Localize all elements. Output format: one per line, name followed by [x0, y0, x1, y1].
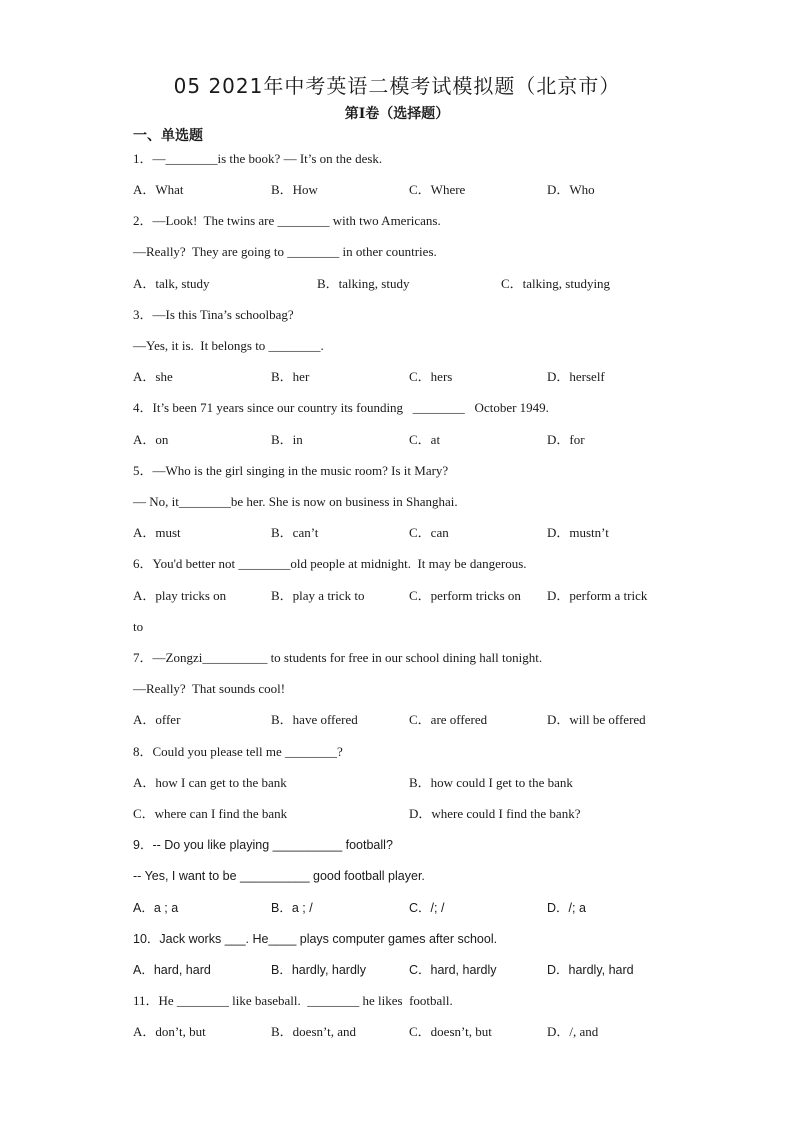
question-4: 4．It’s been 71 years since our country its founding ________ October 1949.: [133, 400, 549, 415]
q5-option-a[interactable]: A．must: [133, 525, 181, 540]
q4-option-a[interactable]: A．on: [133, 432, 169, 447]
question-6: 6．You'd better not ________old people at midnight. It may be dangerous.: [133, 556, 527, 571]
q7-option-b[interactable]: B．have offered: [271, 712, 358, 727]
q1-option-c[interactable]: C．Where: [409, 182, 466, 197]
q2-option-a[interactable]: A．talk, study: [133, 276, 210, 291]
q6-option-b[interactable]: B．play a trick to: [271, 588, 365, 603]
q2-option-b[interactable]: B．talking, study: [317, 276, 410, 291]
question-5-options: [133, 525, 673, 541]
q9-option-c[interactable]: C．/; /: [409, 901, 445, 915]
question-2-line-2: —Really? They are going to ________ in other countries.: [133, 244, 437, 259]
question-4-options: [133, 432, 673, 448]
q4-option-c[interactable]: C．at: [409, 432, 441, 447]
question-8-options-row-2: [133, 806, 673, 822]
q10-option-b[interactable]: B．hardly, hardly: [271, 963, 366, 977]
q4-option-b[interactable]: B．in: [271, 432, 303, 447]
q6-option-d[interactable]: D．perform a trick: [547, 588, 648, 603]
q8-option-c[interactable]: C．where can I find the bank: [133, 806, 288, 821]
question-7-line-1: 7．—Zongzi__________ to students for free in our school dining hall tonight.: [133, 650, 543, 665]
q11-option-c[interactable]: C．doesn’t, but: [409, 1024, 492, 1039]
q5-option-b[interactable]: B．can’t: [271, 525, 319, 540]
q3-option-b[interactable]: B．her: [271, 369, 310, 384]
q3-option-d[interactable]: D．herself: [547, 369, 605, 384]
q8-option-d[interactable]: D．where could I find the bank?: [409, 806, 581, 821]
q3-option-c[interactable]: C．hers: [409, 369, 453, 384]
q7-option-a[interactable]: A．offer: [133, 712, 181, 727]
question-3-line-1: 3．—Is this Tina’s schoolbag?: [133, 307, 294, 322]
question-5-line-2: — No, it________be her. She is now on business in Shanghai.: [133, 494, 458, 509]
question-7-line-2: —Really? That sounds cool!: [133, 681, 286, 696]
q5-option-d[interactable]: D．mustn’t: [547, 525, 609, 540]
question-8-options-row-1: [133, 775, 673, 791]
question-9-options: [133, 900, 673, 916]
q1-option-a[interactable]: A．What: [133, 182, 184, 197]
part-subtitle: 第I卷（选择题）: [344, 106, 450, 122]
q3-option-a[interactable]: A．she: [133, 369, 173, 384]
question-10: 10．Jack works ___. He____ plays computer games after school.: [133, 932, 498, 946]
q8-option-a[interactable]: A．how I can get to the bank: [133, 775, 287, 790]
question-2-line-1: 2．—Look! The twins are ________ with two Americans.: [133, 213, 441, 228]
q7-option-c[interactable]: C．are offered: [409, 712, 488, 727]
question-11-options: [133, 1024, 673, 1040]
q4-option-d[interactable]: D．for: [547, 432, 585, 447]
q6-option-a[interactable]: A．play tricks on: [133, 588, 227, 603]
q11-option-d[interactable]: D．/, and: [547, 1024, 599, 1039]
q7-option-d[interactable]: D．will be offered: [547, 712, 646, 727]
question-1-options: [133, 182, 673, 198]
q11-option-b[interactable]: B．doesn’t, and: [271, 1024, 356, 1039]
question-9-line-2: -- Yes, I want to be __________ good football player.: [133, 869, 425, 883]
q8-option-b[interactable]: B．how could I get to the bank: [409, 775, 573, 790]
q2-option-c[interactable]: C．talking, studying: [501, 276, 611, 291]
question-8: 8．Could you please tell me ________?: [133, 744, 343, 759]
question-1: 1．—________is the book? — It’s on the desk.: [133, 151, 383, 166]
q9-option-b[interactable]: B．a ; /: [271, 901, 313, 915]
question-2-options: [133, 276, 673, 292]
q5-option-c[interactable]: C．can: [409, 525, 449, 540]
question-3-line-2: —Yes, it is. It belongs to ________.: [133, 338, 324, 353]
page-title: 05 2021年中考英语二模考试模拟题（北京市）: [173, 74, 621, 98]
question-6-options: [133, 588, 673, 604]
question-9-line-1: 9．-- Do you like playing __________ football?: [133, 838, 393, 852]
question-5-line-1: 5．—Who is the girl singing in the music room? Is it Mary?: [133, 463, 449, 478]
q11-option-a[interactable]: A．don’t, but: [133, 1024, 206, 1039]
q10-option-d[interactable]: D．hardly, hard: [547, 963, 634, 977]
q9-option-d[interactable]: D．/; a: [547, 901, 586, 915]
q6-option-c[interactable]: C．perform tricks on: [409, 588, 521, 603]
question-3-options: [133, 369, 673, 385]
q6-option-d-wrap: to: [133, 619, 144, 634]
section-heading: 一、单选题: [133, 128, 203, 144]
question-10-options: [133, 962, 673, 978]
q1-option-d[interactable]: D．Who: [547, 182, 595, 197]
q10-option-a[interactable]: A．hard, hard: [133, 963, 211, 977]
question-7-options: [133, 712, 673, 728]
q10-option-c[interactable]: C．hard, hardly: [409, 963, 497, 977]
q1-option-b[interactable]: B．How: [271, 182, 318, 197]
q9-option-a[interactable]: A．a ; a: [133, 901, 179, 915]
question-11: 11．He ________ like baseball. ________ he likes football.: [133, 993, 453, 1008]
